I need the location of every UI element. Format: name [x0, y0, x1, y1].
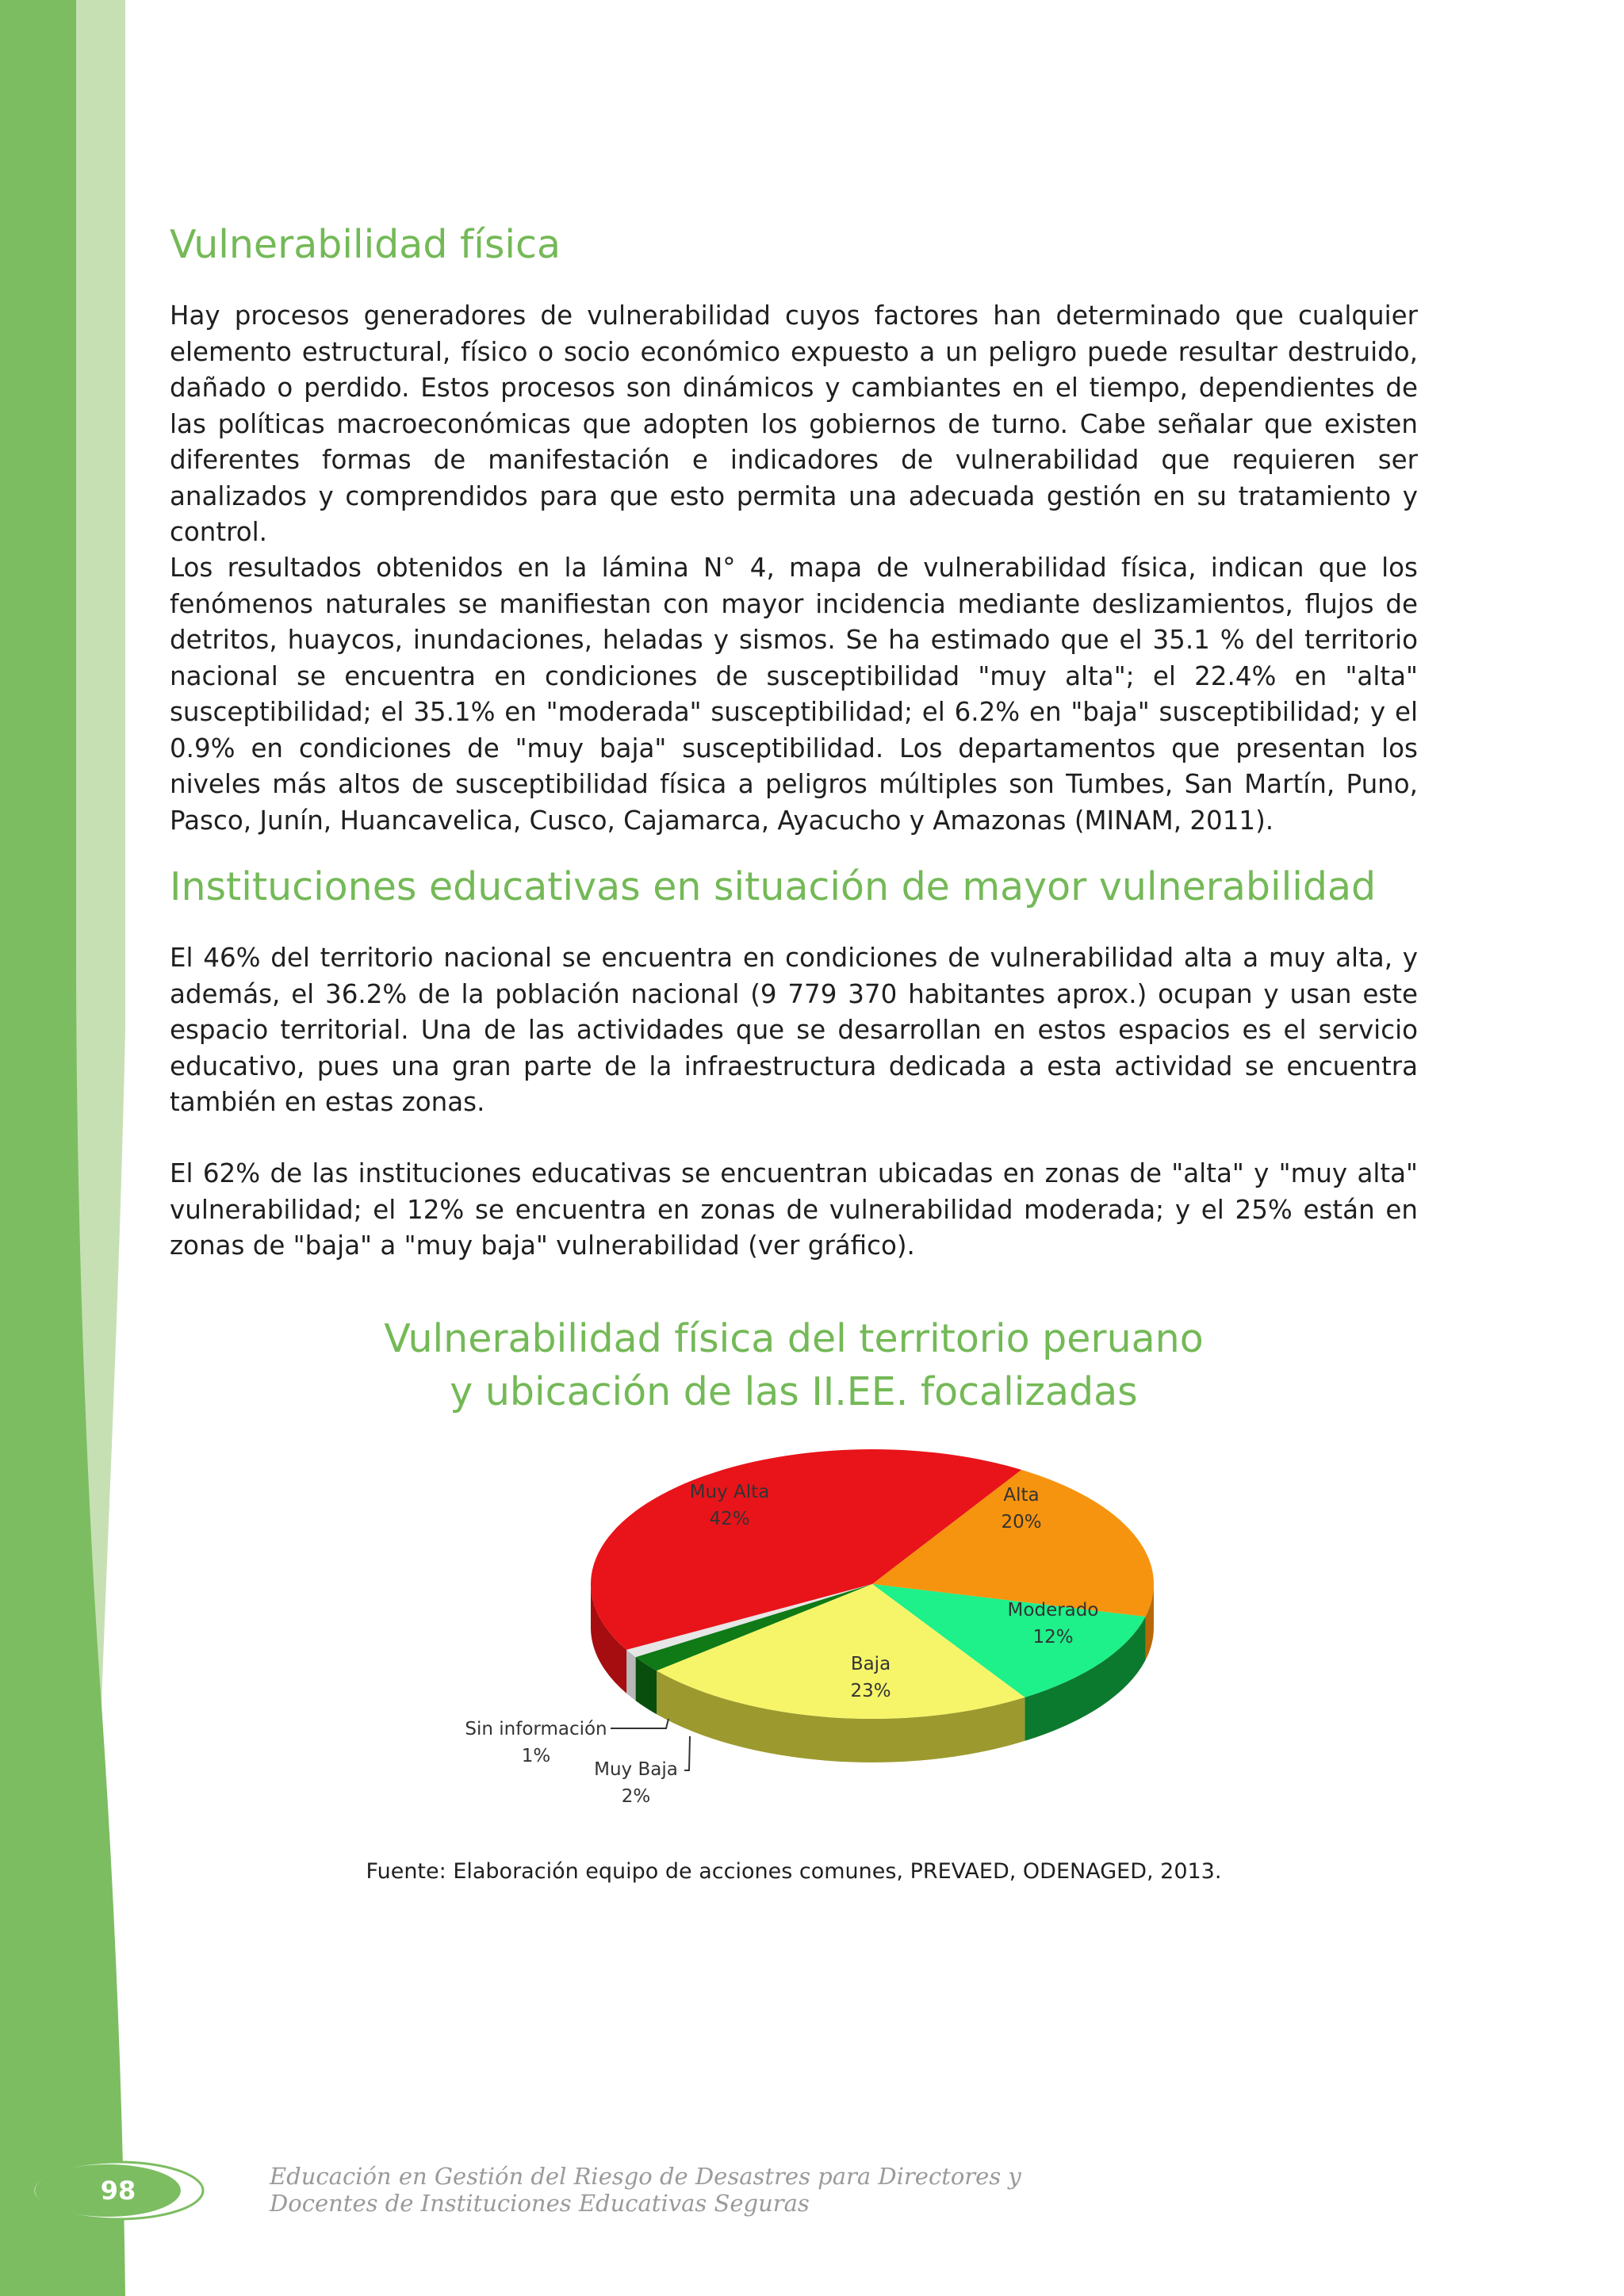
heading-vulnerabilidad-fisica: Vulnerabilidad física — [170, 222, 561, 267]
chart-title-line1: Vulnerabilidad física del territorio peruano — [384, 1316, 1204, 1361]
chart-title — [170, 1312, 1418, 1418]
footer-title-line2: Docentes de Instituciones Educativas Seguras — [270, 2190, 810, 2217]
label-muy-alta-name: Muy Alta — [689, 1482, 770, 1502]
paragraph-vulnerabilidad-1: Hay procesos generadores de vulnerabilidad cuyos factores han determinado que cualquier elemento estructural, físico o socio económico expuesto a un peligro puede resultar destruido, dañado o perdido. Estos procesos son dinámicos y cambiantes en el tiempo, dependientes de las políticas macroeconómicas que adopten los gobiernos de turno. Cabe señalar que existen diferentes formas de manifestación e indicadores de vulnerabilidad que requieren ser analizados y comprendidos para que esto permita una adecuada gestión en su tratamiento y control. — [170, 300, 1418, 547]
label-muy-alta-value: 42% — [709, 1509, 750, 1529]
chart-title-line2: y ubicación de las II.EE. focalizadas — [450, 1369, 1138, 1414]
label-sin-informacion-value: 1% — [521, 1746, 551, 1766]
page-number: 98 — [100, 2175, 136, 2206]
pie-side-sin-informacion — [626, 1650, 635, 1701]
leader-line-sin-informacion — [611, 1719, 668, 1728]
chart-source: Fuente: Elaboración equipo de acciones comunes, PREVAED, ODENAGED, 2013. — [366, 1859, 1222, 1884]
footer-publication-title — [270, 2163, 1021, 2217]
leader-line-muy-baja — [684, 1736, 690, 1770]
label-sin-informacion-name: Sin información — [465, 1719, 607, 1739]
label-muy-baja-value: 2% — [621, 1786, 651, 1807]
label-baja-name: Baja — [850, 1654, 891, 1674]
paragraph-instituciones-2: El 62% de las instituciones educativas se encuentran ubicadas en zonas de "alta" y "muy alta" vulnerabilidad; el 12% se encuentra en zonas de vulnerabilidad moderada; y el 25% están en zonas de "baja" a "muy baja" vulnerabilidad (ver gráfico). — [170, 1158, 1418, 1261]
footer-title-line1: Educación en Gestión del Riesgo de Desastres para Directores y — [270, 2163, 1021, 2190]
label-baja-value: 23% — [850, 1681, 891, 1701]
label-alta-name: Alta — [1003, 1485, 1040, 1506]
label-moderado-value: 12% — [1032, 1627, 1074, 1647]
paragraph-vulnerabilidad-2: Los resultados obtenidos en la lámina N° 4, mapa de vulnerabilidad física, indican que los fenómenos naturales se manifiestan con mayor incidencia mediante deslizamientos, flujos de detritos, huaycos, inundaciones, heladas y sismos. Se ha estimado que el 35.1 % del territorio nacional se encuentra en condiciones de susceptibilidad "muy alta"; el 22.4% en "alta" susceptibilidad; el 35.1% en "moderada" susceptibilidad; el 6.2% en "baja" susceptibilidad; y el 0.9% en condiciones de "muy baja" susceptibilidad. Los departamentos que presentan los niveles más altos de susceptibilidad física a peligros múltiples son Tumbes, San Martín, Puno, Pasco, Junín, Huancavelica, Cusco, Cajamarca, Ayacucho y Amazonas (MINAM, 2011). — [170, 553, 1418, 836]
paragraph-instituciones-1: El 46% del territorio nacional se encuentra en condiciones de vulnerabilidad alta a muy alta, y además, el 36.2% de la población nacional (9 779 370 habitantes aprox.) ocupan y usan este espacio territorial. Una de las actividades que se desarrollan en estos espacios es el servicio educativo, pues una gran parte de la infraestructura dedicada a esta actividad se encuentra también en estas zonas. — [170, 943, 1418, 1117]
label-moderado-name: Moderado — [1007, 1600, 1099, 1621]
heading-instituciones: Instituciones educativas en situación de mayor vulnerabilidad — [170, 864, 1377, 909]
label-muy-baja-name: Muy Baja — [594, 1759, 678, 1780]
pie-chart — [428, 1435, 1221, 1831]
label-alta-value: 20% — [1001, 1512, 1042, 1533]
